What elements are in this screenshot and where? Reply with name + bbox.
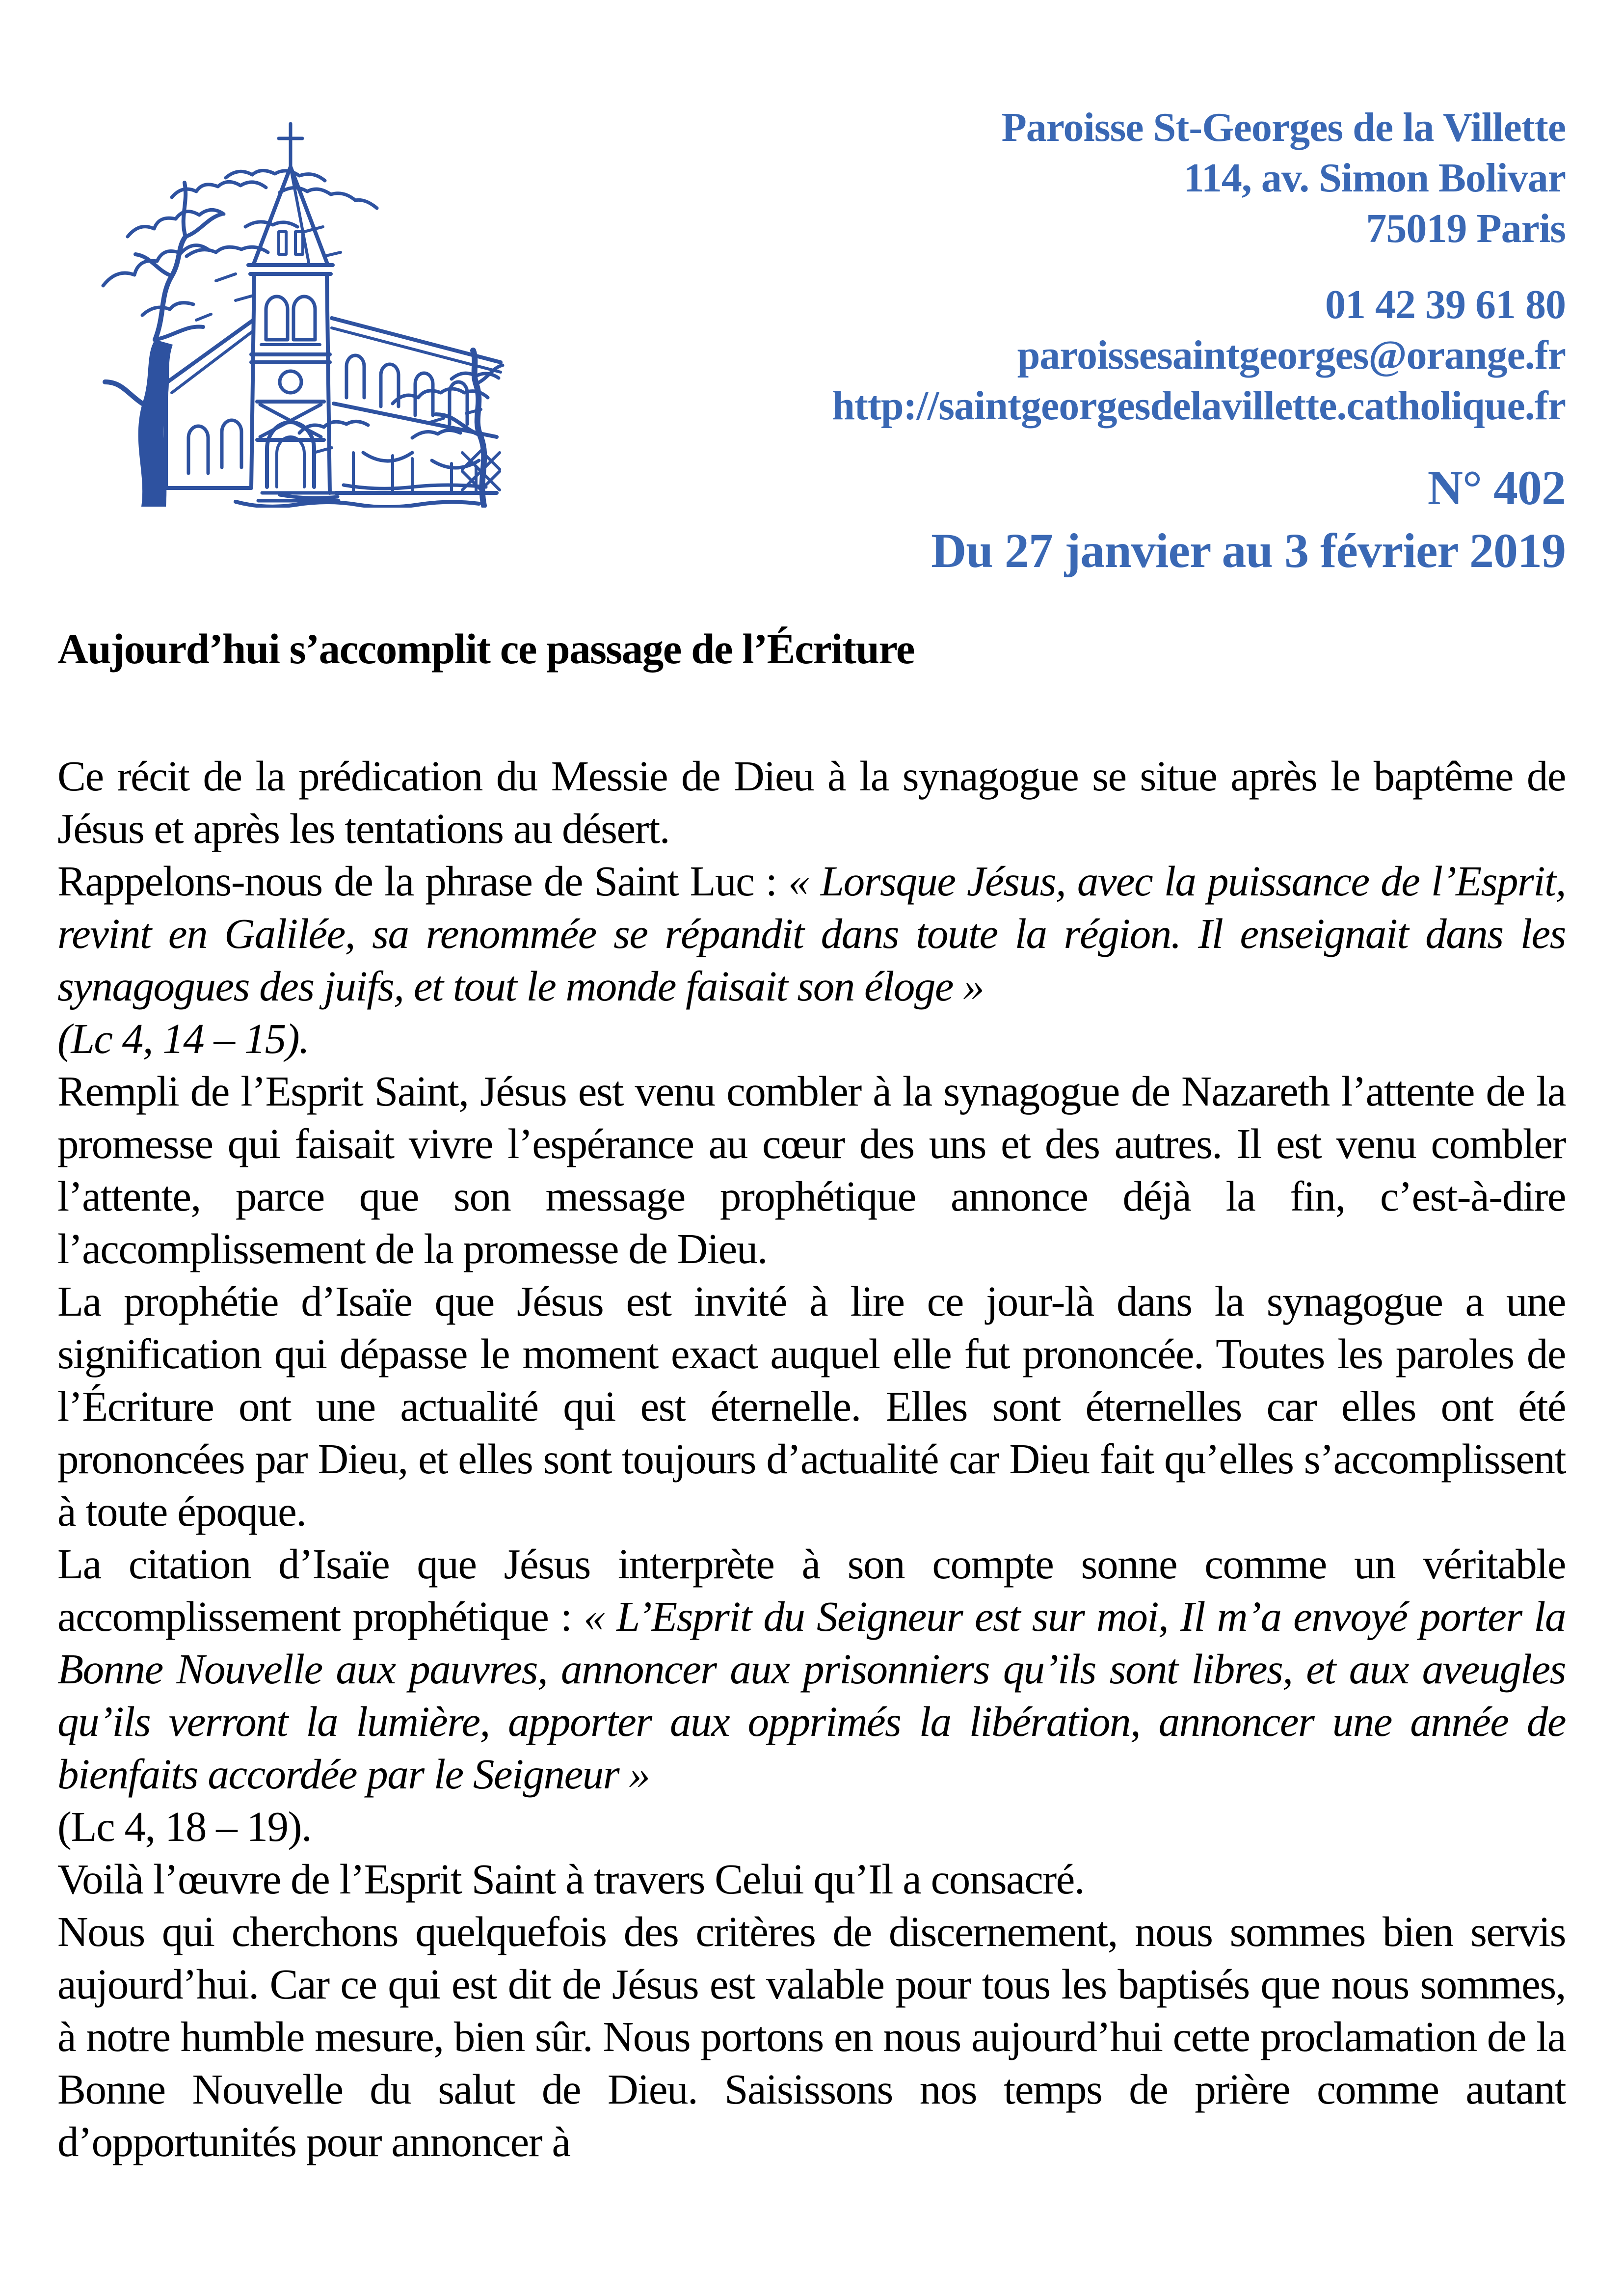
parish-phone: 01 42 39 61 80 — [1325, 282, 1566, 327]
text-run: Rempli de l’Esprit Saint, Jésus est venu combler à la synagogue de Nazareth l’attente de la promesse qui faisait vivre l’espérance au cœur des uns et des autres. Il est venu combler l’attente, parce que son message prophétique annonce déjà la fin, c’est-à-dire l’accomplissement de la promesse de Dieu. — [57, 1067, 1566, 1272]
church-illustration — [69, 109, 513, 508]
quote-run: (Lc 4, 14 – 15). — [57, 1015, 309, 1062]
parish-name: Paroisse St-Georges de la Villette — [1001, 105, 1566, 150]
text-run: La prophétie d’Isaïe que Jésus est invité à lire ce jour-là dans la synagogue a une signification qui dépasse le moment exact auquel elle fut prononcée. Toutes les paroles de l’Écriture ont une actualité qui est éternelle. Elles sont éternelles car elles ont été prononcées par Dieu, et elles sont toujours d’actualité car Dieu fait qu’elles s’accomplissent à toute époque. — [57, 1277, 1566, 1535]
church-line-drawing — [69, 109, 513, 508]
text-run: Ce récit de la prédication du Messie de Dieu à la synagogue se situe après le baptême de Jésus et après les tentations au désert. — [57, 752, 1566, 852]
spacer — [57, 675, 1566, 750]
parish-website: http://saintgeorgesdelavillette.catholique.fr — [832, 383, 1566, 429]
quote-run: « Lorsque Jésus, avec la puissance de l’Esprit, revint en Galilée, sa renommée se répandit dans toute la région. Il enseignait dans les synagogues des juifs, et tout le monde faisait son éloge » — [57, 857, 1566, 1010]
article-paragraphs — [57, 750, 1566, 2168]
article — [57, 622, 1566, 2168]
issue-date-range: Du 27 janvier au 3 février 2019 — [931, 523, 1566, 578]
paragraph — [57, 1538, 1566, 1853]
parish-address: 114, av. Simon Bolivar — [1183, 155, 1566, 201]
paragraph — [57, 750, 1566, 855]
quote-run: « L’Esprit du Seigneur est sur moi, Il m’a envoyé porter la Bonne Nouvelle aux pauvres, annoncer aux prisonniers qu’ils sont libres, et aux aveugles qu’ils verront la lumière, apporter aux opprimés la libération, annoncer une année de bienfaits accordée par le Seigneur » — [57, 1593, 1566, 1798]
text-run: Voilà l’œuvre de l’Esprit Saint à travers Celui qu’Il a consacré. — [57, 1855, 1085, 1903]
text-run: La citation d’Isaïe que Jésus interprète à son compte sonne comme un véritable accomplissement prophétique : — [57, 1540, 1566, 1640]
parish-city: 75019 Paris — [1366, 206, 1566, 251]
text-run: (Lc 4, 18 – 19). — [57, 1803, 312, 1850]
issue-number: N° 402 — [1427, 460, 1566, 515]
paragraph — [57, 855, 1566, 1065]
issue-block — [931, 457, 1566, 582]
parish-contact-block — [832, 102, 1566, 431]
paragraph — [57, 1275, 1566, 1538]
article-title: Aujourd’hui s’accomplit ce passage de l’Écriture — [57, 625, 914, 673]
paragraph — [57, 1065, 1566, 1275]
paragraph — [57, 1905, 1566, 2168]
spacer — [832, 254, 1566, 279]
text-run: Rappelons-nous de la phrase de Saint Luc : — [57, 857, 789, 905]
paragraph — [57, 1853, 1566, 1905]
text-run: Nous qui cherchons quelquefois des critères de discernement, nous sommes bien servis aujourd’hui. Car ce qui est dit de Jésus est valable pour tous les baptisés que nous sommes, à notre humble mesure, bien sûr. Nous portons en nous aujourd’hui cette proclamation de la Bonne Nouvelle du salut de Dieu. Saisissons nos temps de prière comme autant d’opportunités pour annoncer à — [57, 1908, 1566, 2165]
parish-email: paroissesaintgeorges@orange.fr — [1017, 332, 1566, 378]
